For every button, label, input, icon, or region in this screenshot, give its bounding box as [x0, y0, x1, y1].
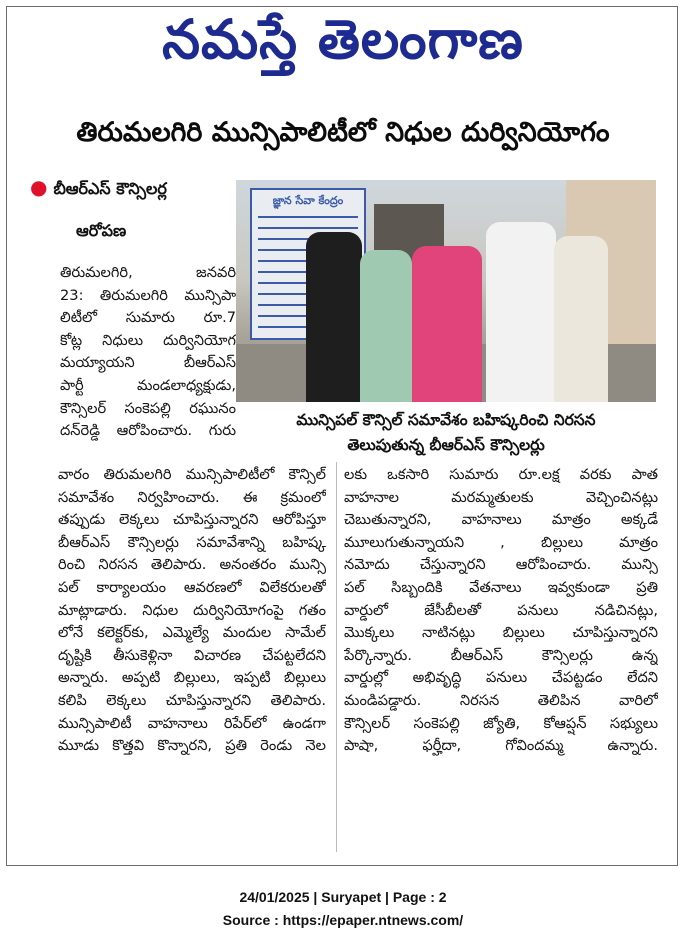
person-1: [306, 232, 362, 402]
article-subhead-line1: [30, 176, 240, 200]
article-subhead-line2: ఆరోపణ: [76, 221, 127, 240]
subhead-text-1: బీఆర్‌ఎస్ కౌన్సిలర్ల: [53, 179, 167, 198]
body-line: మయ్యాయని బీఆర్‌ఎస్: [60, 354, 236, 372]
body-line: సమావేశం నిర్వహించారు. ఈ క్రమంలో: [58, 488, 326, 506]
body-line: రించి నిరసన తెలిపారు. అనంతరం మున్సి: [58, 556, 326, 574]
newspaper-masthead: నమస్తే తెలంగాణ: [162, 7, 524, 71]
body-line: పార్టీ మండలాధ్యక్షుడు,: [60, 376, 236, 394]
body-line: తిరుమలగిరి, జనవరి: [60, 264, 236, 281]
news-photo: [236, 180, 656, 402]
footer-source: Source : https://epaper.ntnews.com/: [222, 912, 464, 928]
body-line: పల్ సిబ్బందికి వేతనాలు ఇవ్వకుండా ప్రతి: [344, 578, 658, 596]
body-line: 23: తిరుమలగిరి మున్సిపా: [60, 286, 236, 304]
body-line: మున్సిపాలిటీ వాహనాలు రిపేర్‌లో ఉండగా: [58, 714, 326, 732]
body-line: వార్డుల్లో అభివృద్ధి పనులు చేపట్టడం లేదని: [344, 669, 658, 687]
person-2: [360, 250, 412, 402]
article-headline: తిరుమలగిరి మున్సిపాలిటీలో నిధుల దుర్వినియోగం: [76, 117, 610, 148]
person-5: [554, 236, 608, 402]
column-divider: [336, 462, 337, 852]
body-line: లకు ఒకసారి సుమారు రూ.లక్ష వరకు పాత: [344, 466, 658, 483]
body-line: దృష్టికి తీసుకెళ్లినా విచారణ చేపట్టలేదని: [58, 646, 326, 664]
body-line: లిటీలో సుమారు రూ.7: [60, 309, 236, 327]
notice-board-title: జ్ఞాన సేవా కేంద్రం: [272, 194, 344, 207]
body-line: వారం తిరుమలగిరి మున్సిపాలిటీలో కౌన్సిల్: [58, 466, 326, 483]
footer-date-edition: 24/01/2025 | Suryapet | Page : 2: [239, 889, 447, 905]
body-line: నమోదు చేస్తున్నారని ఆరోపించారు. మున్సి: [344, 556, 658, 574]
body-line: మూడు కొత్తవి కొన్నారని, ప్రతి రెండు నెల: [58, 737, 326, 755]
red-bullet-icon: ●: [30, 175, 48, 199]
body-line: దన్‌రెడ్డి ఆరోపించారు. గురు: [60, 422, 236, 440]
body-line: కోట్ల నిధులు దుర్వినియోగ: [60, 331, 236, 349]
body-line: అన్నారు. అప్పటి బిల్లులు, ఇప్పటి బిల్లులు: [58, 669, 326, 687]
body-line: బీఆర్‌ఎస్ కౌన్సిలర్లు సమావేశాన్ని బహిష్క: [58, 533, 326, 551]
body-line: తప్పుడు లెక్కలు చూపిస్తున్నారని ఆరోపిస్తూ: [58, 511, 326, 529]
body-line: మాట్లాడారు. నిధుల దుర్వినియోగంపై గతం: [58, 601, 326, 619]
body-line: చెబుతున్నారని, వాహనాలు మాత్రం అక్కడే: [344, 511, 658, 529]
article-body-column-2: [58, 464, 326, 758]
body-line: మొక్కలు నాటినట్లు బిల్లులు చూపిస్తున్నారని: [344, 624, 658, 642]
caption-line-1: మున్సిపల్ కౌన్సిల్ సమావేశం బహిష్కరించి నిరసన: [296, 411, 596, 429]
body-line: వార్డులో జేసీబీలతో పనులు నడిచినట్లు,: [344, 601, 658, 619]
body-line: మూలుగుతున్నాయని , బిల్లులు మాత్రం: [344, 533, 658, 551]
body-line: కలిపి లెక్కలు చూపిస్తున్నారని తెలిపారు.: [58, 691, 326, 709]
photo-caption: [236, 408, 656, 458]
caption-line-2: తెలుపుతున్న బీఆర్‌ఎస్ కౌన్సిలర్లు: [347, 436, 545, 454]
body-line: పాషా, ఫర్హీదా, గోవిందమ్మ ఉన్నారు.: [344, 737, 658, 755]
body-line: లోనే కలెక్టర్‌కు, ఎమ్మెల్యే మందుల సామేల్: [58, 624, 326, 642]
body-line: మండిపడ్డారు. నిరసన తెలిపిన వారిలో: [344, 691, 658, 709]
article-body-column-1: [60, 262, 236, 443]
body-line: పల్ కార్యాలయం ఆవరణలో విలేకరులతో: [58, 578, 326, 596]
person-4: [486, 222, 556, 402]
body-line: వాహనాల మరమ్మతులకు వెచ్చించినట్లు: [344, 488, 658, 506]
article-body-column-3: [344, 464, 658, 758]
body-line: కౌన్సిలర్ సంకెపల్లి జ్యోతి, కోఆప్షన్ సభ్యులు: [344, 714, 658, 732]
body-line: పేర్కొన్నారు. బీఆర్‌ఎస్ కౌన్సిలర్లు ఉన్న: [344, 646, 658, 664]
person-3: [412, 246, 482, 402]
body-line: కౌన్సిలర్ సంకెపల్లి రఘునం: [60, 399, 236, 417]
